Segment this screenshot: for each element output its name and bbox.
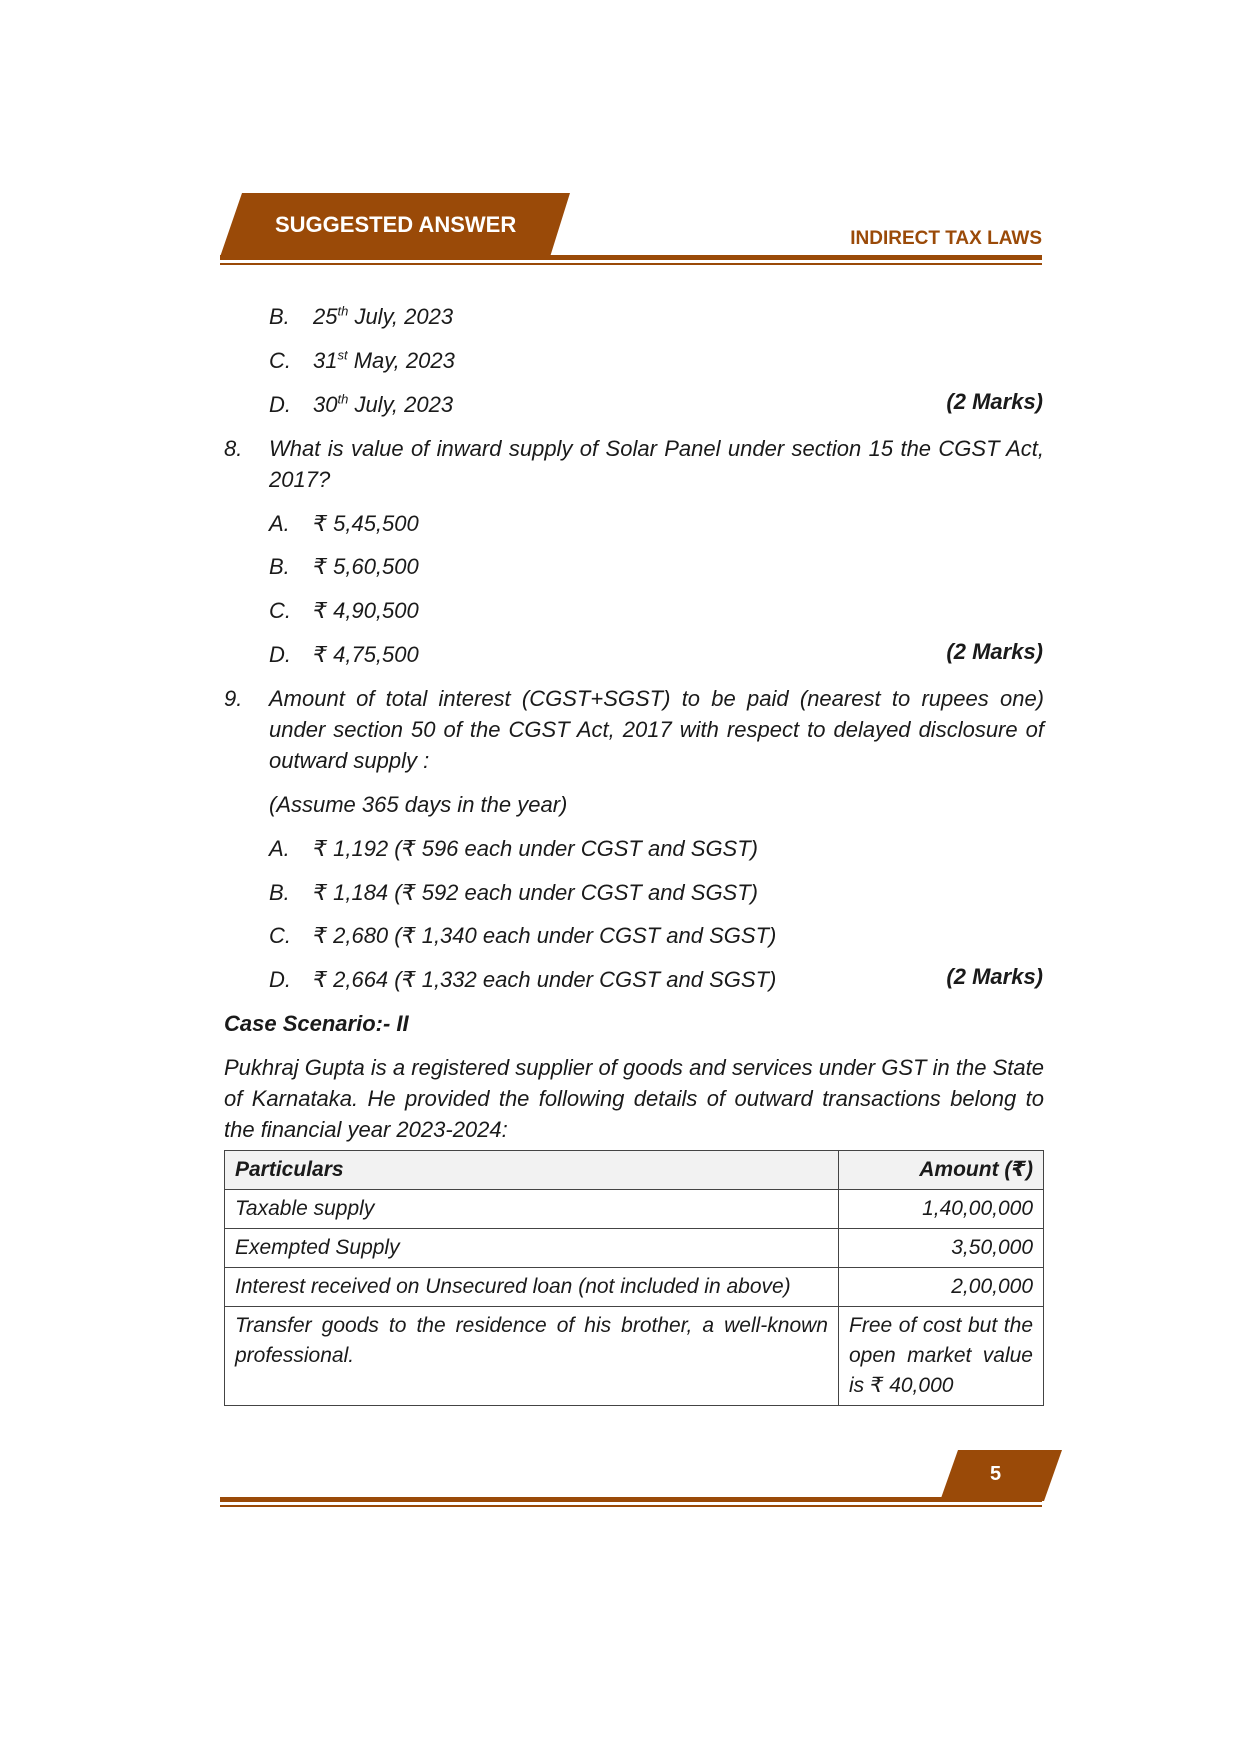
q8-number: 8. (224, 436, 243, 461)
table-cell: 2,00,000 (839, 1268, 1044, 1307)
table-row (225, 1307, 1044, 1406)
table-cell: Exempted Supply (225, 1229, 839, 1268)
option-text: 31st May, 2023 (313, 347, 455, 373)
case-heading: Case Scenario:- II (224, 1011, 409, 1036)
table-cell: 1,40,00,000 (839, 1190, 1044, 1229)
option-text: 25th July, 2023 (313, 303, 454, 329)
q8-marks: (2 Marks) (946, 639, 1043, 664)
table-cell: Interest received on Unsecured loan (not included in above) (225, 1268, 839, 1307)
footer-rule-thin (220, 1505, 1042, 1507)
table-cell: Taxable supply (225, 1190, 839, 1229)
table-row (225, 1268, 1044, 1307)
page-number: 5 (990, 1463, 1002, 1485)
q7-marks: (2 Marks) (946, 389, 1043, 414)
q8-text: What is value of inward supply of Solar Panel under section 15 the CGST Act, 2017? (269, 436, 1044, 492)
header-tab-label: SUGGESTED ANSWER (275, 212, 517, 237)
table-cell: Transfer goods to the residence of his brother, a well-known professional. (225, 1307, 839, 1406)
option-letter: C. (269, 348, 291, 373)
col-particulars-header: Particulars (225, 1151, 839, 1190)
header-rule (220, 255, 1042, 260)
transactions-table (224, 1150, 1044, 1406)
table-row (225, 1229, 1044, 1268)
header-rule-thin (220, 263, 1042, 265)
table-header-row (225, 1151, 1044, 1190)
q9-note: (Assume 365 days in the year) (269, 792, 568, 817)
option-letter: D. (269, 392, 291, 417)
option-text: 30th July, 2023 (313, 391, 454, 417)
footer-rule (220, 1497, 1042, 1502)
table-row (225, 1190, 1044, 1229)
q9-text: Amount of total interest (CGST+SGST) to be paid (nearest to rupees one) under section 50 of the CGST Act, 2017 with respect to delayed disclosure of outward supply : (269, 686, 1044, 773)
table-cell: 3,50,000 (839, 1229, 1044, 1268)
q9-number: 9. (224, 686, 243, 711)
col-amount-header: Amount (₹) (839, 1151, 1044, 1190)
option-letter: B. (269, 304, 290, 329)
subject-title: INDIRECT TAX LAWS (850, 228, 1042, 249)
q9-marks: (2 Marks) (946, 964, 1043, 989)
case-intro: Pukhraj Gupta is a registered supplier of goods and services under GST in the State of Karnataka. He provided the following details of outward transactions belong to the financial year 2023-2024: (224, 1055, 1044, 1142)
table-cell: Free of cost but the open market value is ₹ 40,000 (839, 1307, 1044, 1406)
